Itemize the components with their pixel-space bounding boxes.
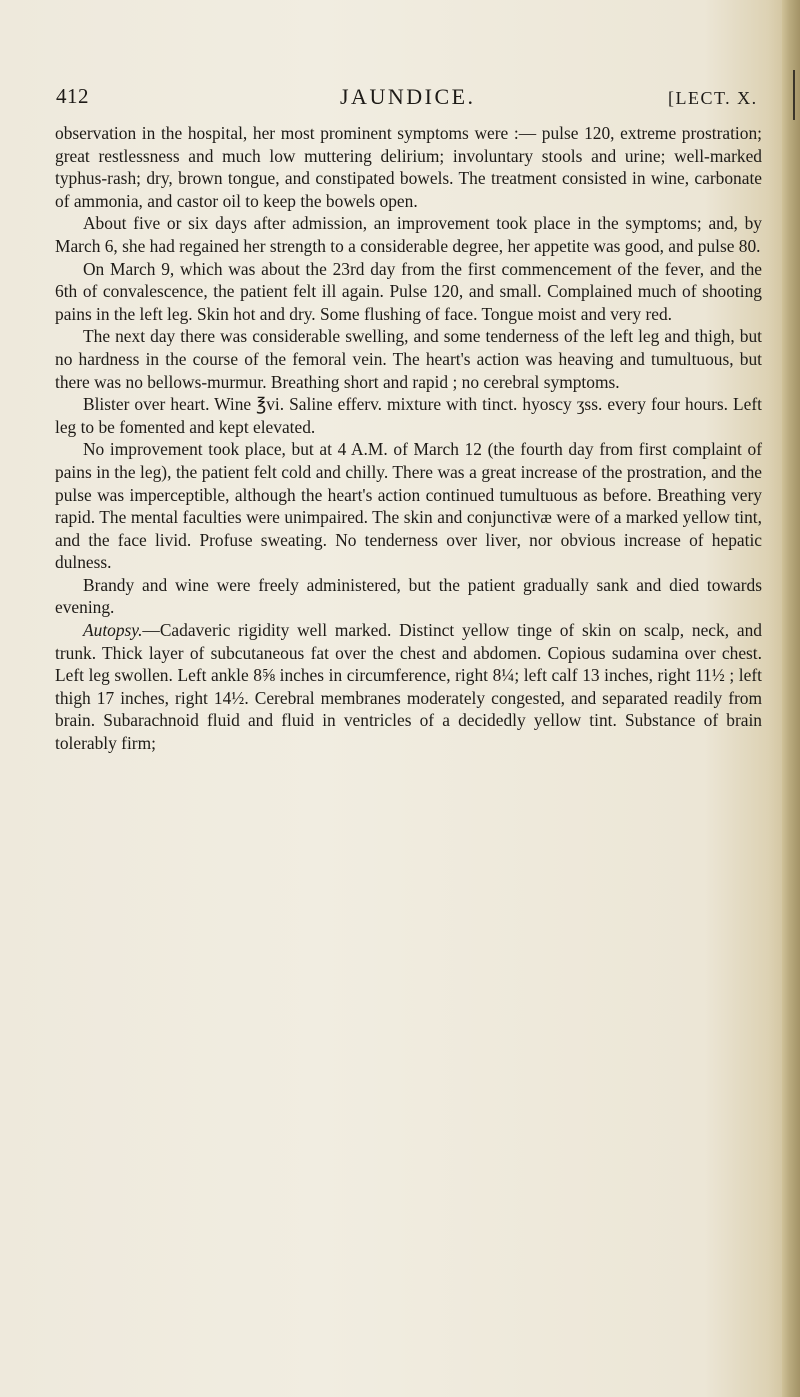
body-text xyxy=(55,122,762,755)
paragraph: observation in the hospital, her most prominent symptoms were :— pulse 120, extreme prostration; great restlessness and much low muttering delirium; involuntary stools and urine; well-marked typhus-rash; dry, brown tongue, and constipated bowels. The treatment consisted in wine, carbonate of ammonia, and castor oil to keep the bowels open. xyxy=(55,123,762,211)
paragraph: About five or six days after admission, an improvement took place in the symptoms; and, by March 6, she had regained her strength to a considerable degree, her appetite was good, and pulse 80. xyxy=(55,213,762,256)
lecture-reference: [LECT. X. xyxy=(668,88,758,108)
paragraph: Blister over heart. Wine ℥vi. Saline efferv. mixture with tinct. hyoscy ʒss. every four hours. Left leg to be fomented and kept elevated. xyxy=(55,394,762,437)
page-edge-mark xyxy=(793,70,795,120)
paragraph: No improvement took place, but at 4 A.M. of March 12 (the fourth day from first complaint of pains in the leg), the patient felt cold and chilly. There was a great increase of the prostration, and the pulse was imperceptible, although the heart's action continued tumultuous as before. Breathing very rapid. The mental faculties were unimpaired. The skin and conjunctivæ were of a marked yellow tint, and the face livid. Profuse sweating. No tenderness over liver, nor obvious increase of hepatic dulness. xyxy=(55,439,762,573)
page-edge-shadow xyxy=(782,0,800,1397)
autopsy-text: —Cadaveric rigidity well marked. Distinct yellow tinge of skin on scalp, neck, and trunk. Thick layer of subcutaneous fat over the chest and abdomen. Copious sudamina over chest. Left leg swollen. Left ankle 8⅝ inches in circumference, right 8¼; left calf 13 inches, right 11½ ; left thigh 17 inches, right 14½. Cerebral membranes moderately congested, and separated readily from brain. Subarachnoid fluid and fluid in ventricles of a decidedly yellow tint. Substance of brain tolerably firm; xyxy=(55,620,762,754)
paragraph: On March 9, which was about the 23rd day from the first commencement of the fever, and the 6th of convalescence, the patient felt ill again. Pulse 120, and small. Complained much of shooting pains in the left leg. Skin hot and dry. Some flushing of face. Tongue moist and very red. xyxy=(55,258,762,324)
page-number: 412 xyxy=(56,84,89,108)
running-header xyxy=(40,84,770,118)
paragraph: Brandy and wine were freely administered, but the patient gradually sank and died towards evening. xyxy=(55,574,762,618)
autopsy-lead: Autopsy. xyxy=(83,620,143,641)
autopsy-paragraph xyxy=(55,619,762,755)
paragraph: The next day there was considerable swelling, and some tenderness of the left leg and thigh, but no hardness in the course of the femoral vein. The heart's action was heaving and tumultuous, but there was no bellows-murmur. Breathing short and rapid ; no cerebral symptoms. xyxy=(55,326,762,392)
running-title: JAUNDICE. xyxy=(340,84,476,109)
